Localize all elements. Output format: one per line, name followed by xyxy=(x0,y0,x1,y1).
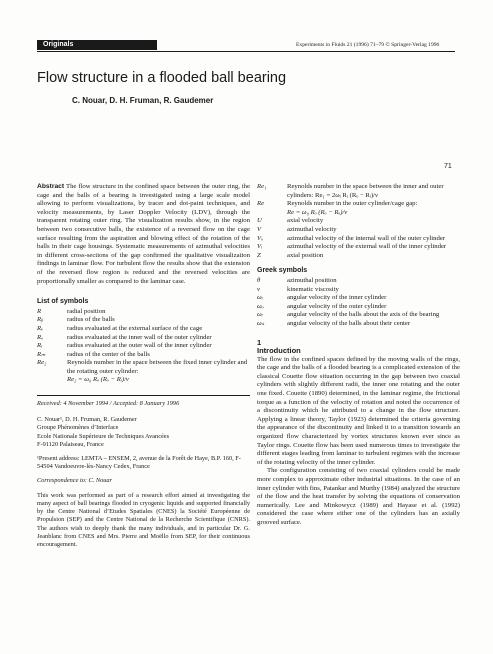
symbol-key: ωᵢ xyxy=(257,294,263,302)
section-tag xyxy=(37,40,157,50)
symbol-description: radial position xyxy=(67,307,106,315)
symbol-key: Re₁ xyxy=(257,183,267,190)
abstract-label: Abstract xyxy=(37,183,65,190)
abstract-text: The flow structure in the confined space between the outer ring, the cage and the balls of a bearing is investigated using a large scale model allowing to perform visualizations, by tracer and dot-paint techniques, and velocity measurements, by Laser Doppler Velocity (LDV), through the transparent rotating outer ring. The visualization results show, in the region between two consecutive balls, the existence of a reversed flow on the cage surface resulting from the aspiration and blowing effect of the rotation of the balls in their cage housings. Systematic measurements of azimuthal velocities in different cross-sections of the gap confirmed the qualitative visualization findings in laminar flow. For turbulent flow the results show that the extension of the reversed flow region is reduced and the reversed velocities are proportionally smaller as compared to the laminar case. xyxy=(37,183,250,285)
abstract xyxy=(37,183,250,286)
symbol-description: Reynolds number in the space between the fixed inner cylinder and the rotating outer cylinder: Re₂ = ω₀ Rₒ (Rₒ − Rᵢ)/ν xyxy=(67,359,250,385)
symbol-row xyxy=(257,303,460,312)
symbol-list-continued xyxy=(257,183,460,260)
symbol-description: angular velocity of the balls about the axis of the bearing xyxy=(287,311,440,319)
symbol-row xyxy=(257,294,460,303)
symbol-list xyxy=(37,308,250,385)
symbol-key: ωₒ xyxy=(257,302,264,310)
greek-symbol-list xyxy=(257,277,460,329)
page-number: 71 xyxy=(444,163,452,170)
symbol-key: Rₒ xyxy=(37,333,43,341)
symbol-row xyxy=(257,235,460,244)
symbol-row xyxy=(257,286,460,295)
symbol-key: ν xyxy=(257,285,260,293)
symbol-description: kinematic viscosity xyxy=(287,285,339,293)
symbol-key: Re xyxy=(257,200,265,208)
symbols-heading: List of symbols xyxy=(37,298,89,306)
received-dates: Received: 4 November 1994 / Accepted: 8 January 1996 xyxy=(37,400,180,408)
present-address: ¹Present address: LEMTA – ENSEM, 2, avenue de la Forêt de Haye, B.P. 160, F-54504 Vandoeuvre-lès-Nancy Cedex, France xyxy=(37,455,241,471)
symbol-key: ωᵣ xyxy=(257,311,264,319)
greek-heading: Greek symbols xyxy=(257,267,308,275)
symbol-key: Rᵦ xyxy=(37,316,43,324)
symbol-row xyxy=(257,252,460,261)
symbol-description: axial velocity xyxy=(287,217,324,225)
symbol-row xyxy=(37,359,250,385)
symbol-description: axial position xyxy=(287,251,324,259)
symbol-row xyxy=(257,320,460,329)
symbol-key: Rₘ xyxy=(37,350,46,358)
correspondence: Correspondence to: C. Nouar xyxy=(37,477,112,485)
symbol-row xyxy=(37,325,250,334)
left-column xyxy=(37,183,250,549)
symbol-row xyxy=(257,217,460,226)
symbol-description: radius of the balls xyxy=(67,316,115,324)
symbol-description: Reynolds number in the outer cylinder/cage gap: Re = ω₀ Rₒ (Rₒ − Rₑ)/ν xyxy=(287,200,460,217)
symbol-description: angular velocity of the outer cylinder xyxy=(287,302,387,310)
journal-citation: Experiments in Fluids 21 (1996) 71–79 © Springer-Verlag 1996 xyxy=(296,42,440,48)
affiliation-line: Ecole Nationale Supérieure de Techniques Avancées xyxy=(37,432,170,440)
symbol-description: azimuthal velocity of the external wall of the inner cylinder xyxy=(287,243,447,251)
symbol-equation: Re₂ = ω₀ Rₒ (Rₒ − Rᵢ)/ν xyxy=(67,376,129,384)
section-tag-label: Originals xyxy=(43,41,74,48)
symbol-key: ωₛ xyxy=(257,319,265,327)
symbol-description: azimuthal position xyxy=(287,276,337,284)
symbol-row xyxy=(257,183,460,200)
symbol-description: radius evaluated at the outer wall of the inner cylinder xyxy=(67,342,212,350)
symbol-key: Rₑ xyxy=(37,324,43,332)
symbol-equation: Re = ω₀ Rₒ (Rₒ − Rₑ)/ν xyxy=(287,208,348,216)
symbol-description: angular velocity of the balls about their center xyxy=(287,319,411,327)
article-authors: C. Nouar, D. H. Fruman, R. Gaudemer xyxy=(72,96,214,105)
symbol-key: Vᵢ xyxy=(257,243,263,251)
section-number: 1 xyxy=(257,337,262,347)
symbol-key: Rᵢ xyxy=(37,342,43,350)
article-title: Flow structure in a flooded ball bearing xyxy=(37,70,287,86)
header-rule xyxy=(37,51,455,52)
symbol-key: U xyxy=(257,217,262,225)
acknowledgement: This work was performed as part of a research effort aimed at investigating the many aspect of ball bearings flooded in cryogenic liquids and supported financially by the Centre National d’Etudes Spatiales (CNES) la Société Européenne de Propulsion (SEP) and the Centre National de la Recherche Scientifique (CNRS). The authors wish to deeply thank the many individuals, and in particular Dr. G. Jeanblanc from CNES and Mrs. Pierre and Moëllo from SEP, for their continuous encouragement. xyxy=(37,491,250,548)
symbol-description: azimuthal velocity xyxy=(287,225,337,233)
symbol-key: θ xyxy=(257,276,261,284)
symbol-row xyxy=(257,243,460,252)
symbol-row xyxy=(257,200,460,217)
symbol-description: azimuthal velocity of the internal wall of the outer cylinder xyxy=(287,234,446,242)
symbol-row xyxy=(257,277,460,286)
symbol-row xyxy=(257,226,460,235)
intro-paragraph: The configuration consisting of two coaxial cylinders could be made more complex to approximate other industrial situations. In the case of an inner cylinder with fins, Patankar and Murthy (1984) analyzed the structure of the flow and the heat transfer by solving the equations of conservation numerically. Lee and Minkowycz (1989) and Hayase et al. (1992) considered the case where either one of the cylinders has an axially grooved surface. xyxy=(257,467,460,526)
symbol-key: Z xyxy=(257,251,261,259)
section-heading: Introduction xyxy=(257,346,301,356)
symbol-row xyxy=(37,308,250,317)
symbol-key: Re₂ xyxy=(37,359,47,367)
intro-paragraph: The flow in the confined spaces defined by the moving walls of the rings, the cage and the balls of a flooded bearing is a complicated extension of the classical Couette flow situation occurring in the gap between two coaxial cylinders with slightly different radii, the inner one rotating and the outer one fixed. Couette (1890) determined, in the laminar regime, the frictional torque as a function of the velocity of rotation and noted the occurrence of a discontinuity which he attributed to a change in the flow structure. Applying a linear theory, Taylor (1923) determined the criteria governing the appearance of the discontinuity and linked it to a transition towards an organized flow characterized by vortex structures known ever since as Taylor rings. Couette flow has been used numerous times to investigate the different stages leading from laminar to turbulent regimes with the increase of the rotating velocity of the inner cylinder. xyxy=(257,355,460,466)
symbol-description: Reynolds number in the space between the inner and outer cylinders: Re₁ = 2ωᵢ Rᵢ (Rₒ − Rᵢ)/ν xyxy=(287,183,444,199)
symbol-key: V xyxy=(257,225,262,233)
affiliation-line: Groupe Phénomènes d’Interface xyxy=(37,424,119,432)
symbol-row xyxy=(37,351,250,360)
affiliation-line: C. Nouar¹, D. H. Fruman, R. Gaudemer xyxy=(37,416,137,424)
right-column xyxy=(257,183,460,528)
symbol-description: radius of the center of the balls xyxy=(67,350,150,358)
symbol-row xyxy=(257,311,460,320)
symbol-row xyxy=(37,316,250,325)
affiliation-line: F-91120 Palaiseau, France xyxy=(37,440,104,448)
symbol-key: R xyxy=(37,307,42,315)
symbol-row xyxy=(37,342,250,351)
affiliation xyxy=(37,416,250,449)
symbol-row xyxy=(37,334,250,343)
symbol-description: radius evaluated at the external surface of the cage xyxy=(67,324,203,332)
symbol-description: radius evaluated at the inner wall of the outer cylinder xyxy=(67,333,212,341)
symbol-description: angular velocity of the inner cylinder xyxy=(287,294,387,302)
symbol-key: Vₒ xyxy=(257,234,263,242)
